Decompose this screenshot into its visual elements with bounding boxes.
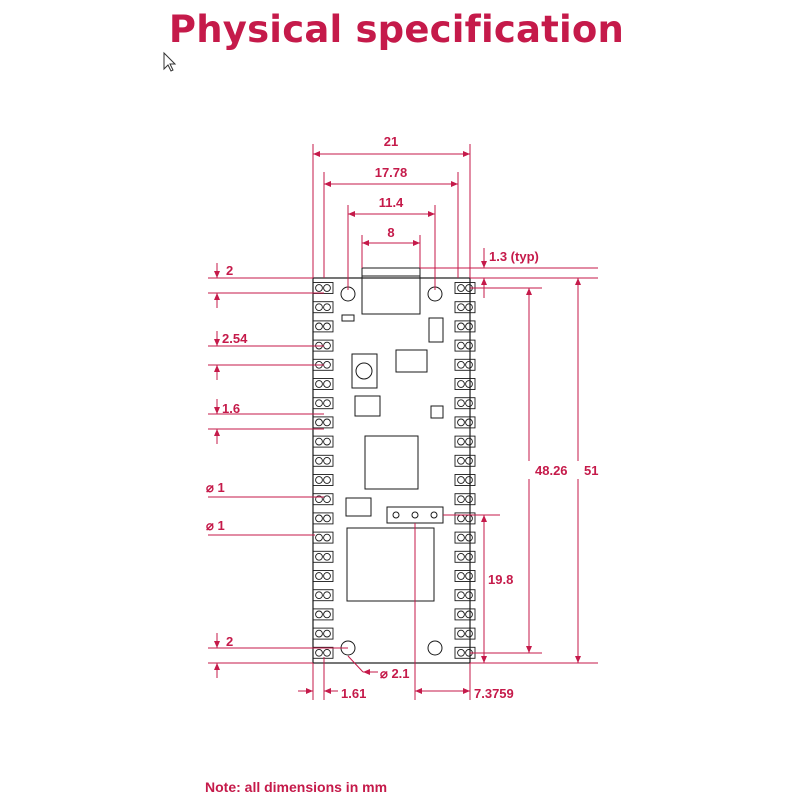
gpio-pin <box>455 628 475 639</box>
gpio-pin <box>313 551 333 562</box>
bootsel-button-cap <box>356 363 372 379</box>
gpio-pin <box>455 436 475 447</box>
regulator <box>355 396 380 416</box>
rp2040-chip <box>365 436 418 489</box>
label-mounting-hole-spacing: 11.4 <box>378 195 404 210</box>
label-pin-edge-offset: 1.61 <box>341 686 367 701</box>
debug-pin <box>393 512 399 518</box>
gpio-pin <box>455 302 475 313</box>
gpio-pin <box>455 590 475 601</box>
gpio-pin <box>313 417 333 428</box>
gpio-pin <box>455 494 475 505</box>
label-debug-height: 19.8 <box>488 572 514 587</box>
gpio-pin <box>313 647 333 658</box>
gpio-pin <box>313 590 333 601</box>
label-bottom-hole-offset: 2 <box>226 634 234 649</box>
units-note: Note: all dimensions in mm <box>205 779 388 795</box>
label-hole-diameter-a: ⌀ 1 <box>206 480 225 495</box>
gpio-pin <box>313 609 333 620</box>
gpio-pin <box>455 340 475 351</box>
inductor <box>346 498 371 516</box>
gpio-pin <box>313 398 333 409</box>
gpio-pin <box>455 359 475 370</box>
label-usb-width: 8 <box>387 225 395 240</box>
gpio-pin <box>455 532 475 543</box>
label-pin-row-spacing: 17.78 <box>374 165 408 180</box>
gpio-pin <box>313 379 333 390</box>
gpio-pin <box>455 551 475 562</box>
crystal <box>396 350 427 372</box>
gpio-pin <box>455 455 475 466</box>
diode <box>429 318 443 342</box>
board-outline <box>313 278 470 663</box>
gpio-pin <box>313 475 333 486</box>
gpio-pin <box>455 475 475 486</box>
usb-connector <box>362 268 420 314</box>
gpio-pin <box>313 628 333 639</box>
label-usb-overhang: 1.3 (typ) <box>489 249 539 264</box>
label-top-hole-offset: 2 <box>226 263 234 278</box>
label-first-last-pin-span: 48.26 <box>535 463 568 478</box>
label-hole-diameter-b: ⌀ 1 <box>206 518 225 533</box>
gpio-pin <box>313 494 333 505</box>
label-mount-hole-diameter: ⌀ 2.1 <box>380 666 410 681</box>
led <box>342 315 354 321</box>
label-board-width: 21 <box>383 134 399 149</box>
gpio-pin <box>313 455 333 466</box>
gpio-pin <box>455 609 475 620</box>
gpio-pin <box>455 379 475 390</box>
label-pin-pitch: 2.54 <box>222 331 248 346</box>
gpio-pin <box>313 571 333 582</box>
gpio-pin <box>455 398 475 409</box>
label-pin-pad-size: 1.6 <box>222 401 241 416</box>
flash-chip <box>347 528 434 601</box>
gpio-pin <box>455 571 475 582</box>
pin-header-left <box>313 283 333 659</box>
page-title: Physical specification <box>168 8 625 51</box>
debug-header <box>387 507 443 523</box>
label-debug-offset: 7.3759 <box>474 686 514 701</box>
gpio-pin <box>455 321 475 332</box>
mounting-hole-bottom-right <box>428 641 442 655</box>
debug-pin <box>431 512 437 518</box>
gpio-pin <box>313 302 333 313</box>
transistor <box>431 406 443 418</box>
label-board-length: 51 <box>584 463 599 478</box>
gpio-pin <box>313 283 333 294</box>
gpio-pin <box>313 532 333 543</box>
gpio-pin <box>313 513 333 524</box>
debug-pin <box>412 512 418 518</box>
gpio-pin <box>455 417 475 428</box>
gpio-pin <box>313 436 333 447</box>
pin-header-right <box>455 283 475 659</box>
gpio-pin <box>313 321 333 332</box>
